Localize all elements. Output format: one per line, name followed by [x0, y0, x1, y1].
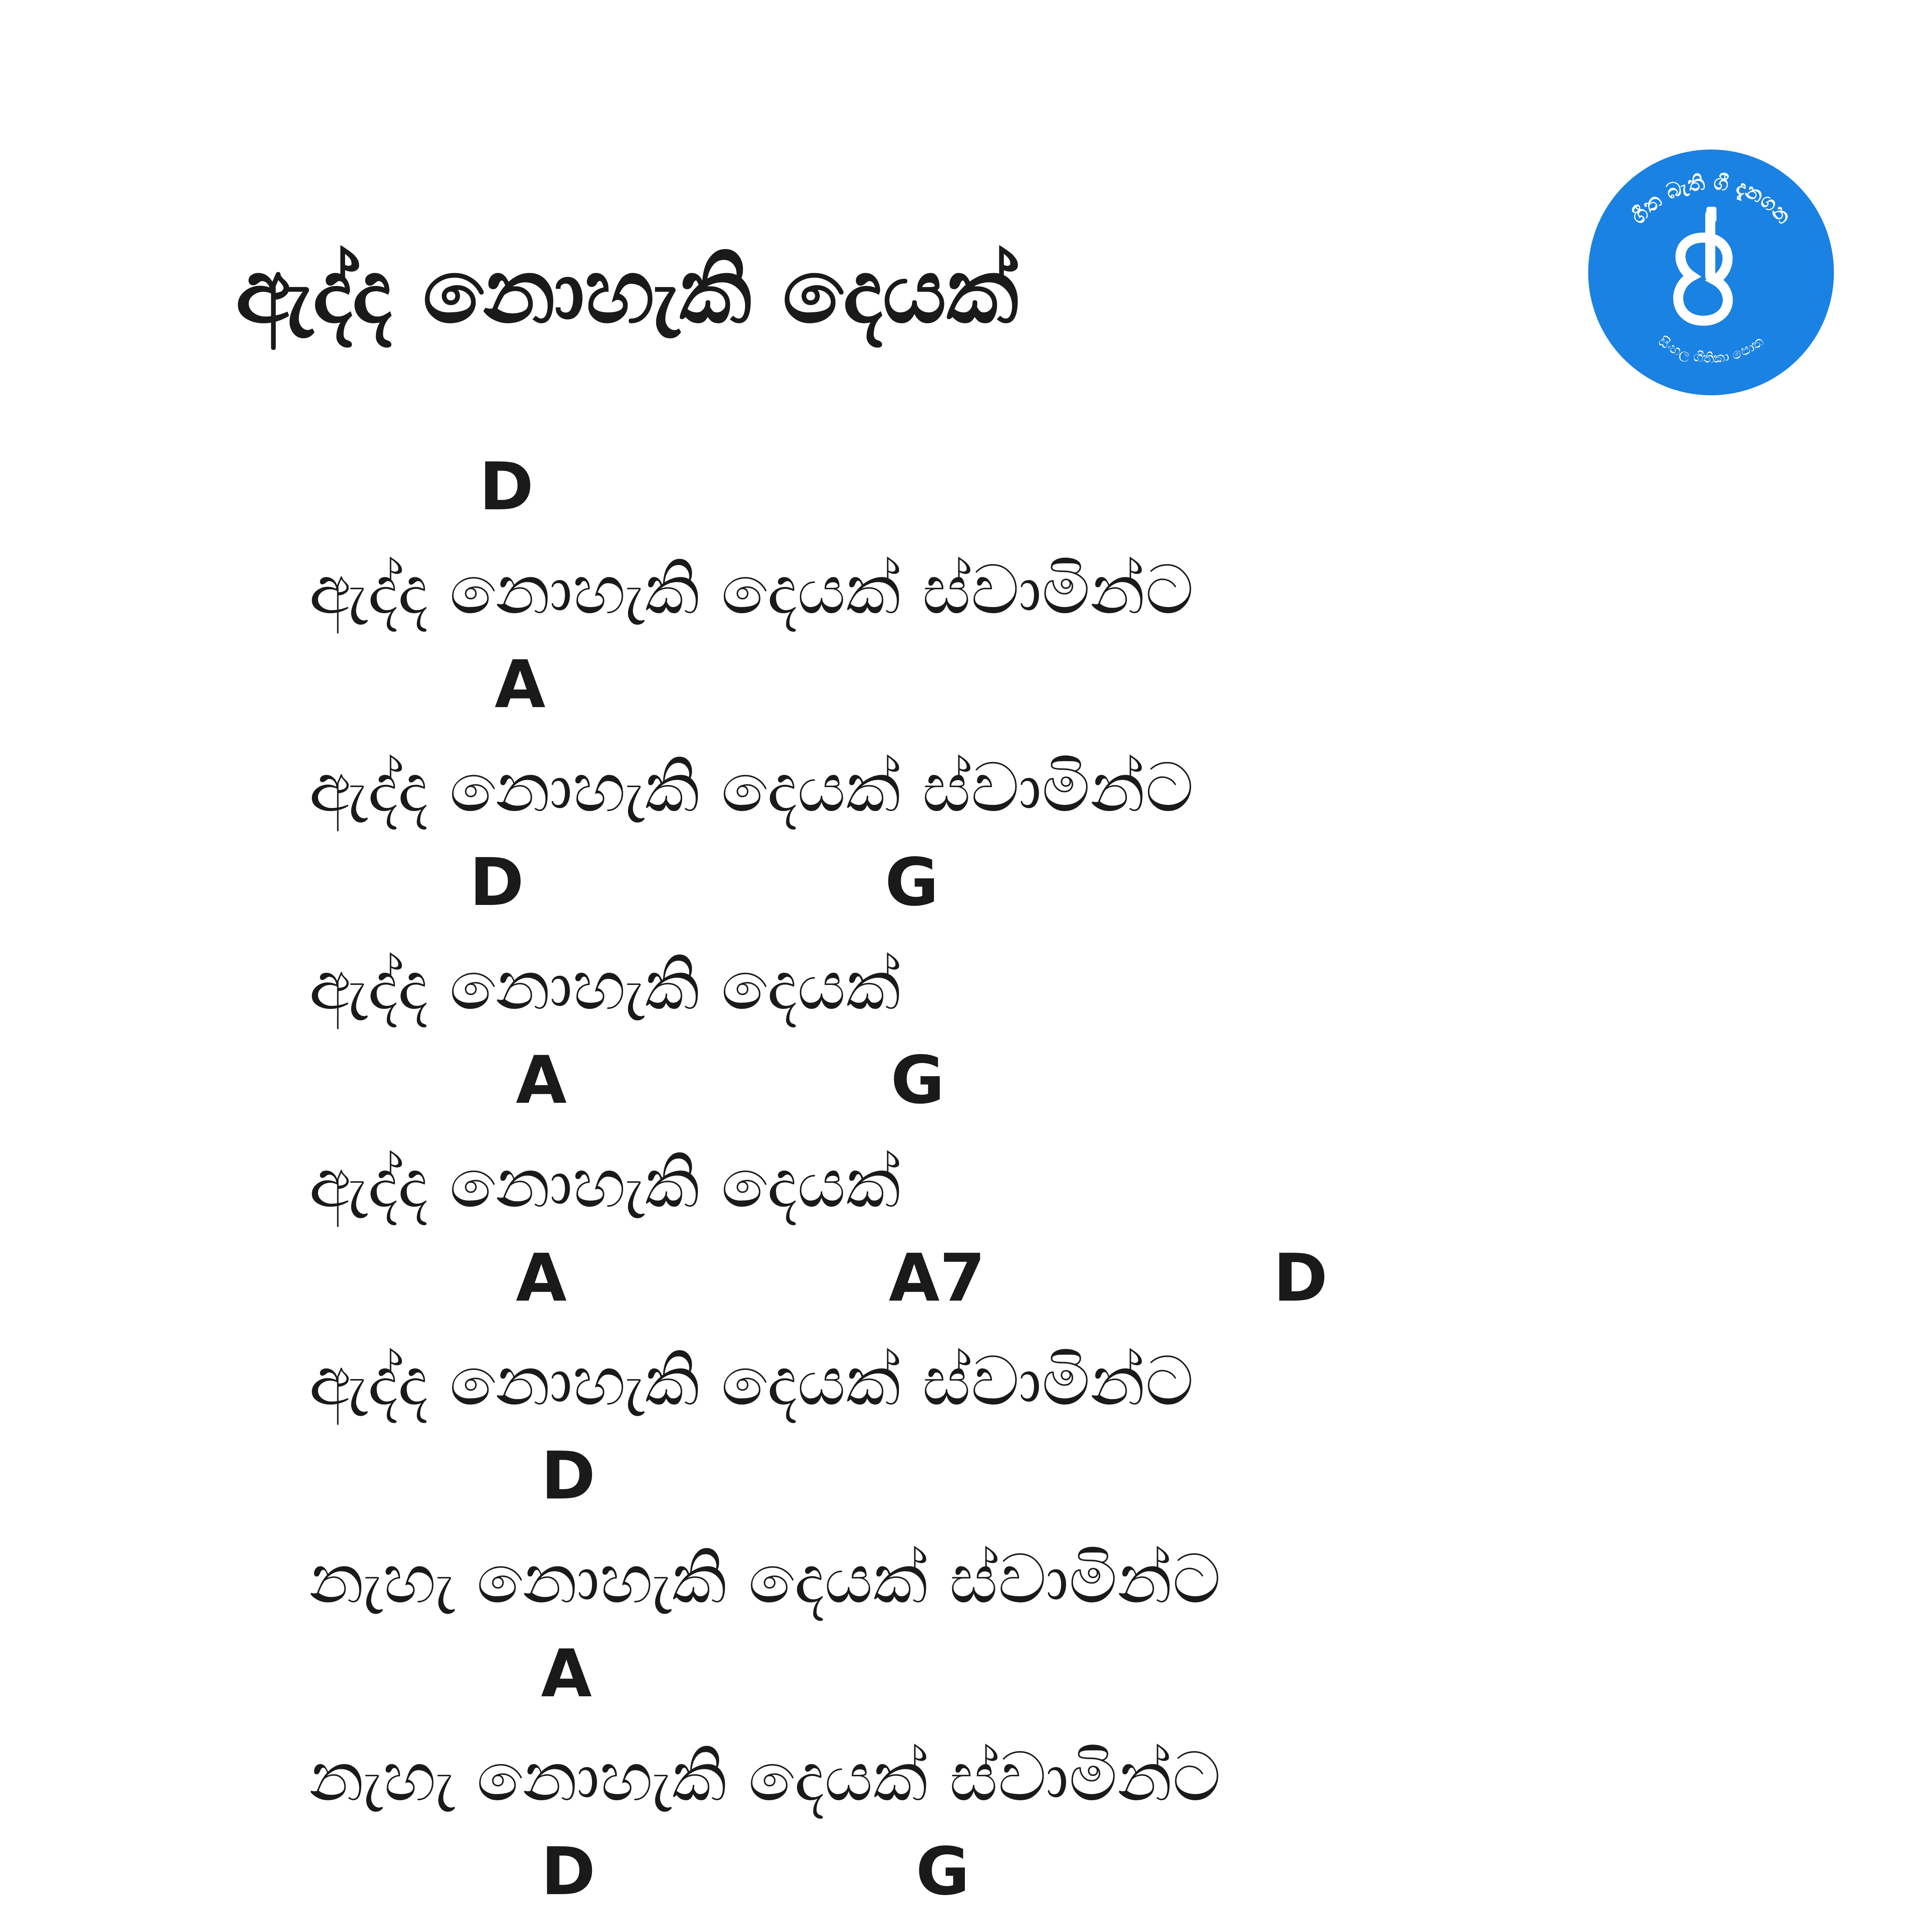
chord: G — [891, 1042, 945, 1119]
chord: G — [916, 1833, 970, 1910]
chord: D — [541, 1833, 596, 1910]
chord: A7 — [889, 1240, 985, 1316]
song-title: ඇද්ද නොහැකි දෙයක් — [236, 240, 1019, 343]
lyric-line: නැහැ නොහැකි දෙයක් ස්වාමින්ට — [309, 1738, 1221, 1816]
chord: D — [541, 1438, 596, 1514]
chord: A — [495, 646, 546, 723]
logo-top-text: ගීත බැති ගී දැනගන — [1626, 170, 1796, 229]
chord: D — [469, 844, 524, 921]
chord: A — [516, 1240, 567, 1316]
lyric-line: ඇද්ද නොහැකි දෙයක් ස්වාමින්ට — [309, 1342, 1194, 1421]
chord: D — [1273, 1240, 1328, 1316]
lyric-line: ඇද්ද නොහැකි දෙයක් — [309, 1145, 901, 1223]
lyric-line: ඇද්ද නොහැකි දෙයක් ස්වාමින්ට — [309, 551, 1194, 629]
lyric-line: නැහැ නොහැකි දෙයක් ස්වාමින්ට — [309, 1540, 1221, 1619]
chord: D — [479, 449, 534, 525]
logo-bottom-text: සිංහල ගීතිකා පොත — [1655, 333, 1767, 367]
chord: A — [541, 1636, 592, 1712]
lyric-line: ඇද්ද නොහැකි දෙයක් — [309, 947, 901, 1025]
lyric-line: ඇද්ද නොහැකි දෙයක් ස්වාමින්ට — [309, 749, 1194, 827]
chord: A — [516, 1042, 567, 1119]
chord: G — [885, 844, 939, 921]
